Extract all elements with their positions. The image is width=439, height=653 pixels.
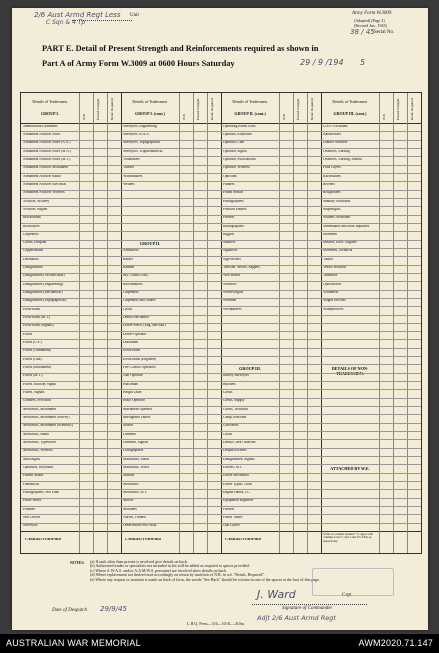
table-cell: Operating Room Assts. — [223, 124, 257, 128]
row-line — [221, 348, 321, 349]
carried-forward-3: CARRIED FORWARD — [225, 538, 262, 541]
row-line — [321, 323, 421, 324]
table-cell: Toolmakers — [123, 157, 140, 161]
row-line — [321, 423, 421, 424]
table-cell: Hairdressers — [323, 132, 341, 136]
notes-label: NOTES. — [70, 560, 85, 565]
table-cell: Leather Stitchers — [323, 141, 348, 145]
table-cell: Dental Clerk Orderlies — [223, 441, 256, 444]
table-cell: Lithographers — [123, 449, 144, 453]
row-line — [321, 481, 421, 482]
despatch-date-label: Date of Despatch — [52, 608, 87, 613]
table-cell: Painters — [223, 182, 235, 186]
row-line — [321, 331, 421, 332]
table-cell: Battery Surveyors — [223, 374, 250, 378]
row-line — [221, 323, 321, 324]
table-cell: Fitters, Signals — [23, 391, 45, 395]
table-cell: Observation Post Assts. — [123, 524, 158, 528]
table-cell: Mechanics, M.T. — [123, 490, 148, 494]
unit-handwritten-line2: C Sqn & 4 Tp — [46, 19, 86, 26]
signature-handwritten: J. Ward — [257, 588, 296, 601]
table-cell: Mechanics, Radio — [23, 432, 49, 436]
table-cell: Electricians (Signals) — [23, 324, 54, 328]
row-line — [121, 190, 221, 191]
table-cell: Operator, Line — [223, 141, 245, 145]
table-cell: Operator, Switchboard — [223, 157, 256, 161]
table-cell: Surveyors, Engineering — [123, 124, 157, 128]
table-cell: Signallers — [223, 249, 238, 253]
table-cell: Volunteers — [323, 291, 339, 295]
table-cell: Pound Sexton — [223, 191, 244, 195]
table-cell: Moulders — [123, 507, 137, 511]
table-cell: Sanitary Assistants — [323, 199, 351, 203]
signature-label: Signature of Commander — [282, 606, 333, 611]
table-cell: Fitters (G.F.) — [23, 341, 42, 345]
section-header: DETAILS OF NON-TRADESMEN. — [331, 365, 369, 376]
details-header: Details of Tradesmen. — [332, 99, 368, 104]
table-cell: Driver Typist, Clerk — [223, 482, 252, 486]
note-line: (d) Where replacement not desired note accordingly on return by insertion of N.R. in col. "Reinfs. Required". — [90, 572, 266, 578]
serial-label: Serial No. — [374, 30, 395, 35]
row-line — [121, 231, 221, 232]
section-header: ATTACHED BY W.E. — [330, 465, 370, 471]
row-line — [321, 506, 421, 507]
totals-note: Totals of columns marked * to agree with columns 4 and 7, and 1 and 10 of Part A, respectively. — [323, 533, 373, 543]
table-cell: Plate Layers — [323, 166, 341, 170]
unit-handwritten: 2/6 Aust Armd Regt Less — [34, 11, 121, 19]
table-cell: Clerks — [223, 391, 233, 395]
form-adapted: (Adapted) (Page 2) — [354, 18, 385, 23]
row-line — [321, 406, 421, 407]
row-line — [321, 339, 421, 340]
details-header: Details of Tradesmen. — [132, 99, 168, 104]
details-header: Details of Tradesmen. — [32, 99, 68, 104]
archive-reference: AWM2020.71.147 — [358, 638, 433, 648]
table-cell: Riveters — [323, 182, 335, 186]
table-cell: Mechanics, Instrument (Survey) — [23, 416, 70, 420]
table-cell: Wall Borers — [223, 274, 241, 278]
table-cell: Millers — [123, 499, 134, 503]
table-cell: Linemen — [123, 432, 136, 436]
table-cell: Wheelwrights — [223, 291, 244, 295]
notes-list — [90, 560, 320, 582]
table-cell: Armament Artificer Radio — [23, 174, 61, 178]
table-cell: Opticians — [223, 174, 237, 178]
table-cell: Mechanics, Typewriter — [23, 441, 57, 444]
table-cell: Pattern Maker — [23, 474, 44, 478]
table-cell: Operator, Wireless — [223, 166, 250, 170]
table-cell: Draughtsmen — [23, 266, 43, 270]
row-line — [121, 198, 221, 199]
table-cell: Mechanics, Instrument (Scientific) — [23, 424, 73, 428]
row-line — [321, 448, 421, 449]
table-cell: Riggers — [223, 232, 235, 236]
row-line — [221, 356, 321, 357]
table-cell: Printers — [223, 216, 235, 220]
table-cell: Drivers, M.T. — [223, 465, 243, 469]
row-line — [321, 498, 421, 499]
sub-header: W.E. — [82, 113, 86, 120]
table-cell: Dental Mechanics — [123, 316, 150, 320]
table-cell: Blacksmiths — [23, 216, 41, 220]
table-cell: Equipment Repairers — [223, 499, 254, 503]
row-line — [221, 315, 321, 316]
table-cell: Welders — [123, 182, 135, 186]
table-cell: Fitters — [23, 332, 33, 336]
row-line — [221, 339, 321, 340]
despatch-date-handwritten: 29/9/45 — [100, 605, 127, 613]
table-cell: Photo-writer — [23, 499, 42, 503]
table-cell: Saw Doctor — [23, 515, 41, 519]
table-cell: Draughtsmen (Topographical) — [23, 299, 67, 303]
group-header: GROUP II. (cont.) — [234, 111, 266, 116]
table-cell: Gun Layers — [223, 524, 240, 528]
row-line — [321, 348, 421, 349]
table-cell: Fitters, Railway Signal — [23, 382, 57, 386]
row-line — [121, 223, 221, 224]
table-cell: Armament Artificer Fitter — [23, 132, 61, 136]
table-cell: Tailors — [323, 257, 333, 261]
unit-dotted-line — [72, 20, 132, 21]
table-cell: Fitters' Mates — [223, 515, 243, 519]
part-e-title: PART E. Detail of Present Strength and Reinforcements required as shown in — [42, 44, 319, 53]
sub-header: Posted Strength — [396, 98, 400, 120]
table-cell: Electricians (Engineer) — [123, 357, 157, 361]
return-year-handwritten: 5 — [360, 58, 366, 67]
row-line — [321, 373, 421, 374]
table-cell: Grinders, Precision — [23, 399, 51, 403]
row-line — [321, 456, 421, 457]
table-cell: Driver Mechanics — [223, 474, 249, 478]
unit-label: Unit — [130, 13, 139, 18]
row-line — [321, 389, 421, 390]
table-cell: Photographers, Hot Plate — [23, 490, 60, 494]
row-line — [321, 356, 421, 357]
form-revised: (Revised Jan., 1943) — [354, 23, 387, 28]
table-cell: Operator, Signal — [223, 149, 247, 153]
table-cell: Camp Telecoms — [223, 416, 247, 420]
signature-line — [252, 604, 367, 605]
table-cell: Draughtsmen (Mechanical) — [23, 291, 63, 295]
table-cell: Bty. Comd's Asst. — [123, 274, 149, 278]
table-cell: Shipwrights — [323, 207, 341, 211]
row-line — [321, 523, 421, 524]
table-cell: Operators, Keyboard — [23, 465, 54, 469]
table-cell: Artificer, Engine — [23, 207, 48, 211]
table-cell: Hollo Operator — [123, 399, 145, 403]
table-cell: Armourers — [123, 249, 139, 253]
row-line — [321, 381, 421, 382]
serial-handwritten: 38 / 45 — [350, 28, 375, 36]
table-cell: Storemen — [323, 232, 337, 236]
table-cell: Draughtsmen (Architectural) — [23, 274, 65, 278]
capt-rank: Capt. — [342, 593, 353, 598]
sub-header: Reinf. Required — [310, 98, 314, 120]
table-cell: Intelligence Duties — [123, 416, 151, 420]
table-cell: Coppersmiths — [23, 249, 43, 253]
receipt-stamp — [312, 568, 394, 596]
table-cell: Fitters (Gun) — [23, 357, 42, 361]
printer-imprint: L.H.Q. Press—316—10/41—410m. — [187, 621, 245, 626]
table-cell: Surveyors, R.A.A. — [123, 132, 150, 136]
form-page — [12, 8, 428, 630]
row-line — [321, 514, 421, 515]
table-cell: Razorblades — [323, 174, 341, 178]
details-header: Details of Tradesmen. — [232, 99, 268, 104]
table-cell: Hutchman — [123, 382, 138, 386]
commander-unit-handwritten: Adjt 2/6 Aust Armd Regt — [257, 614, 336, 622]
table-cell: Storemen, Technical — [323, 249, 353, 253]
section-header: GROUP II. — [139, 241, 161, 247]
table-cell: Draughtsmen (Engineering) — [23, 282, 64, 286]
table-cell: Photographers — [223, 199, 244, 203]
table-cell: Ammunition Examiners — [23, 124, 58, 128]
sub-header: Reinf. Required — [110, 98, 114, 120]
table-cell: Cooks — [223, 432, 233, 436]
sub-header: W.E. — [282, 113, 286, 120]
table-cell: Plumber — [23, 507, 36, 511]
table-cell: Clerks, Supply — [223, 399, 245, 403]
table-cell: Electricians — [123, 349, 140, 353]
table-cell: Clerks, Technical — [223, 407, 249, 411]
table-cell: Operator, Keyboard — [223, 132, 252, 136]
archive-footer — [0, 634, 439, 653]
table-cell: Tinsmiths — [323, 274, 338, 278]
note-line: (e) Where any request or notation is made on back of form, the words "See Back" should be written in one of the spaces at the foot of this page. — [90, 576, 320, 582]
table-cell: Fire Control Operators — [123, 366, 156, 370]
table-cell: Fitters (Instrument) — [23, 366, 52, 370]
row-line — [321, 398, 421, 399]
table-cell: Sign-writers — [223, 257, 241, 261]
sub-header: Reinf. Required — [210, 98, 214, 120]
section-header: GROUP III. — [239, 365, 261, 371]
row-line — [321, 439, 421, 440]
part-a-title: Part A of Army Form W.3009 at 0600 Hours Saturday — [42, 59, 235, 68]
table-cell: Armament Artificer Electrical — [23, 182, 67, 186]
table-cell: Watchmakers — [123, 174, 143, 178]
sub-header: W.E. — [382, 113, 386, 120]
table-cell: Concreters — [223, 424, 239, 428]
sub-header: Posted Strength — [296, 98, 300, 120]
carried-forward-2: CARRIED FORWARD — [125, 538, 162, 541]
table-cell: Mechanics, Instrument — [23, 407, 56, 411]
table-cell: Pharmacist — [23, 482, 39, 486]
form-number: Army Form W.3009 — [352, 11, 392, 16]
table-cell: Orderlies, Nursing — [323, 149, 350, 153]
table-cell: Mechanics — [123, 482, 139, 486]
table-cell: Cooks — [123, 307, 133, 311]
table-cell: Soldiers Assistants — [323, 216, 351, 220]
table-cell: Shoemakers and Boot Repairers — [323, 224, 370, 228]
note-line: (b) Authorized trades or specialists not included in list will be added as required to spaces provided. — [90, 563, 250, 569]
table-cell: Driver-Operator — [123, 332, 147, 336]
table-cell: Telecom. Mechs, Sappers — [223, 266, 260, 270]
table-cell: Armament Artificer Wireless — [23, 191, 65, 195]
table-cell: Joiners — [123, 424, 134, 428]
sub-header: W.E. — [182, 113, 186, 120]
table-cell: Draftsmen — [123, 341, 139, 345]
table-cell: Batmen — [123, 266, 135, 270]
sub-header: Posted Strength — [96, 98, 100, 120]
table-cell: Nurses, Trained — [123, 515, 146, 519]
table-cell: Electricians — [23, 307, 40, 311]
table-cell: Upholsterers — [323, 282, 342, 286]
strength-table — [20, 92, 422, 554]
table-cell: Draughtsmen, Signals — [223, 457, 255, 461]
row-line — [221, 331, 321, 332]
table-cell: Engine Hands, I.C. — [223, 490, 251, 494]
table-cell: Machinists, Metal — [123, 457, 149, 461]
table-cell: Armament Artificer Fitter (A.A.) — [23, 141, 71, 145]
table-cell: Armament Artificer Fitter (M.T.) — [23, 157, 71, 161]
group-header: GROUP I. — [41, 111, 59, 116]
table-cell: Carpenters — [123, 291, 139, 295]
table-cell: Armament Artificer Fitter (M.A.) — [23, 149, 72, 153]
table-cell: Radiographers — [223, 224, 244, 228]
carried-forward-1: CARRIED FORWARD — [25, 538, 62, 541]
sub-header: Posted Strength — [196, 98, 200, 120]
table-cell: Armament Artificer Instrument — [23, 166, 68, 170]
table-cell: Boilermakers — [123, 282, 143, 286]
table-cell: Artificer, Artillery — [23, 199, 50, 203]
note-line: (a) If rank other than private is involved give details on back. — [90, 559, 188, 564]
table-cell: Mechanics, Wireless — [23, 449, 53, 453]
table-cell: Bricklayers — [23, 224, 40, 228]
table-cell: Gun Operator — [123, 374, 143, 378]
table-cell: Clerks, Hospital — [23, 241, 47, 245]
table-cell: Position Finders — [223, 207, 247, 211]
table-cell: Surveyors — [23, 524, 38, 528]
table-cell: Bakers — [123, 257, 133, 261]
note-line: (c) Where A.W.A.S. and/or A.A.M.W.S. personnel are involved show details on back. — [90, 567, 228, 573]
group-header: GROUP III. (cont.) — [333, 111, 367, 116]
table-cell: Masons — [123, 474, 135, 478]
sub-header: Reinf. Required — [410, 98, 414, 120]
table-cell: Machinists, Wood — [123, 465, 149, 469]
table-cell: Instrument Operator — [123, 407, 153, 411]
table-cell: G.P.O. Assistants — [323, 124, 348, 128]
table-cell: Surveyors, Topographical — [123, 141, 161, 145]
table-cell: Surveyors, Trigonometrical — [123, 149, 163, 153]
row-line — [121, 215, 221, 216]
row-line — [321, 489, 421, 490]
table-cell: Linemen, Signals — [123, 441, 149, 444]
table-cell: Detonators — [23, 257, 39, 261]
table-cell: Wagon Erectors — [323, 299, 346, 303]
table-cell: Driver-Mech. (Eng. and Rail) — [123, 324, 166, 328]
table-cell: Woodturners — [223, 307, 242, 311]
table-cell: Wheelers — [223, 282, 237, 286]
table-cell: Saddlers — [223, 241, 236, 245]
archive-name: AUSTRALIAN WAR MEMORIAL — [6, 638, 141, 648]
table-cell: Millwrights — [23, 457, 40, 461]
return-date-handwritten: 29 / 9 /194 — [300, 58, 344, 67]
table-cell: Fitters (M.T.) — [23, 374, 43, 378]
table-cell: Waterproofers — [323, 307, 344, 311]
table-cell: Orderlies, Nursing, Mental — [323, 157, 362, 161]
table-cell: Height Taker — [123, 391, 142, 395]
table-cell: Fitters (Armament) — [23, 349, 51, 353]
group-header: GROUP I. (cont.) — [135, 111, 165, 116]
table-cell: Textile Refitters — [323, 266, 347, 270]
table-cell: Carpenters — [23, 232, 39, 236]
table-cell: Turners — [123, 166, 135, 170]
table-cell: Despatch Riders — [223, 449, 247, 453]
row-line — [321, 473, 421, 474]
row-line — [121, 206, 221, 207]
table-cell: Roughriders — [323, 191, 341, 195]
table-cell: Farriers — [223, 507, 235, 511]
row-line — [321, 414, 421, 415]
row-line — [321, 431, 421, 432]
table-cell: Wiremen — [223, 299, 237, 303]
table-cell: Electricians (M.T.) — [23, 316, 51, 320]
table-cell: Carpenters and Joiners — [123, 299, 156, 303]
table-cell: Butchers — [223, 382, 236, 386]
table-cell: Strikers, Elect. Engines — [323, 241, 357, 245]
row-line — [321, 315, 421, 316]
